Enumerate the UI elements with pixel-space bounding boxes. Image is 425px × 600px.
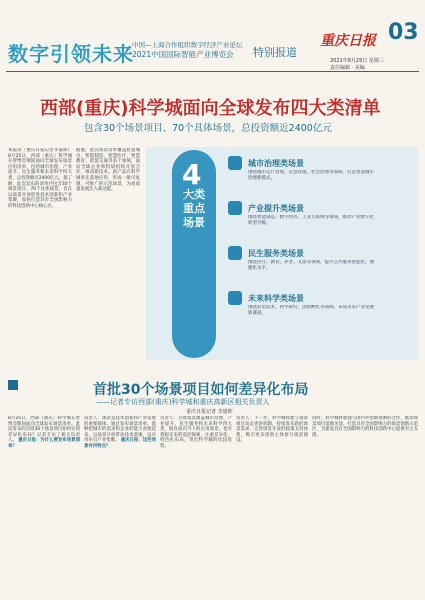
industry-icon: [228, 201, 242, 215]
interview-question: 重庆日报：为什么要发布场景清单？: [8, 438, 80, 449]
feature-number: 4: [182, 158, 202, 191]
article-subhead: 包含30个场景项目、70个具体场景，总投资额近2400亿元: [84, 123, 332, 134]
newspaper-masthead: 重庆日报: [320, 33, 376, 49]
scene-title: 民生服务类场景: [248, 249, 304, 258]
scene-title: 未来科学类场景: [248, 294, 304, 303]
article-column: 据悉，此次场景清单覆盖智慧城市、智能制造、智慧医疗、智慧教育、智慧交通等多个领域，面向全球企业和科研机构开放合作，推动新技术、新产品在科学城率先落地应用，形成一批可复制、可推广的示范场景，为高质量发展注入新动能。: [76, 148, 140, 193]
page-number: 03: [388, 20, 419, 45]
interview-column: [8, 416, 80, 592]
people-icon: [228, 246, 242, 260]
section-marker: [8, 380, 18, 390]
section-title: 数字引领未来: [8, 42, 134, 66]
article-column: 本报讯（重庆日报记者李晟晖）8月25日，西部（重庆）科学城在智博会期间面向全球发布场景应用清单，包括城市治理、产业提升、民生服务和未来科学四大类，总投资额近2400亿元。据了解，此次发布的清单共包含30个场景项目、70个具体场景，旨在以场景开放促进技术创新和产业集聚，加快打造具有全国影响力的科技创新中心核心区。: [8, 148, 72, 209]
special-report-label: 特别报道: [253, 46, 297, 59]
feature-label: 大类重点场景: [183, 188, 205, 229]
interview-column: 同时，科学城将加强与国内外创新资源的合作，推动场景项目落地见效，打造具有全国影响力的场景创新示范区，为建设具有全国影响力的科技创新中心提供有力支撑。: [312, 416, 418, 438]
column-text: 8月25日，西部（重庆）科学城在智博会期间面向全球发布场景清单。此次发布的首批30个场景项目如何实现差异化布局？记者专访了相关负责人。: [8, 416, 80, 444]
interview-column: 负责人：首批场景涵盖城市治理、产业提升、民生服务和未来科学四大类，既有面向当下的应用场景，也有着眼未来的前沿探索，注重差异化、特色化布局，突出科学城的比较优势。: [160, 416, 232, 449]
scene-description: 围绕前沿技术、科学研究、创新孵化等领域，布局未来产业发展新赛道。: [248, 305, 374, 316]
issue-date: 2021年8月25日 星期三: [330, 58, 384, 64]
header-divider: [6, 71, 419, 72]
scene-description: 围绕城市运行管理、应急管理、社会治理等领域，打造智慧城市治理新模式。: [248, 170, 374, 181]
interview-subhead: ——记者专访西部(重庆)科学城和重庆高新区相关负责人: [96, 398, 270, 406]
column-text: 负责人：场景是技术创新和产业发展的重要载体。通过发布场景清单，能够把城市的需求和企业的能力对接起来，以场景开放带动技术落地，以应用牵引产业集聚。: [84, 416, 156, 444]
forum-title-line1: 中国—上海合作组织数字经济产业论坛: [132, 41, 243, 49]
interview-column: [84, 416, 156, 592]
city-icon: [228, 156, 242, 170]
interview-column: 负责人：下一步，科学城将建立场景项目动态更新机制，持续发布新的场景需求，完善场景开放的政策支持体系，吸引更多创新主体参与场景建设。: [236, 416, 308, 444]
scene-title: 产业提升类场景: [248, 204, 304, 213]
scene-description: 围绕智能制造、数字经济、工业互联网等领域，推动产业数字化转型升级。: [248, 215, 374, 226]
editor-credits: 责任编辑 · 美编: [330, 65, 365, 71]
article-headline: 西部(重庆)科学城面向全球发布四大类清单: [40, 98, 381, 119]
science-icon: [228, 291, 242, 305]
forum-title-line2: 2021中国国际智能产业博览会: [132, 50, 234, 59]
interview-question: 重庆日报：这些场景有何特点？: [84, 438, 156, 449]
byline: 重庆日报记者 李晟晖: [186, 409, 233, 415]
scene-description: 围绕医疗、教育、养老、文旅等领域，提升公共服务智能化、便捷化水平。: [248, 260, 374, 271]
page-header: [0, 0, 425, 70]
scene-title: 城市治理类场景: [248, 159, 304, 168]
interview-headline: 首批30个场景项目如何差异化布局: [93, 382, 309, 398]
